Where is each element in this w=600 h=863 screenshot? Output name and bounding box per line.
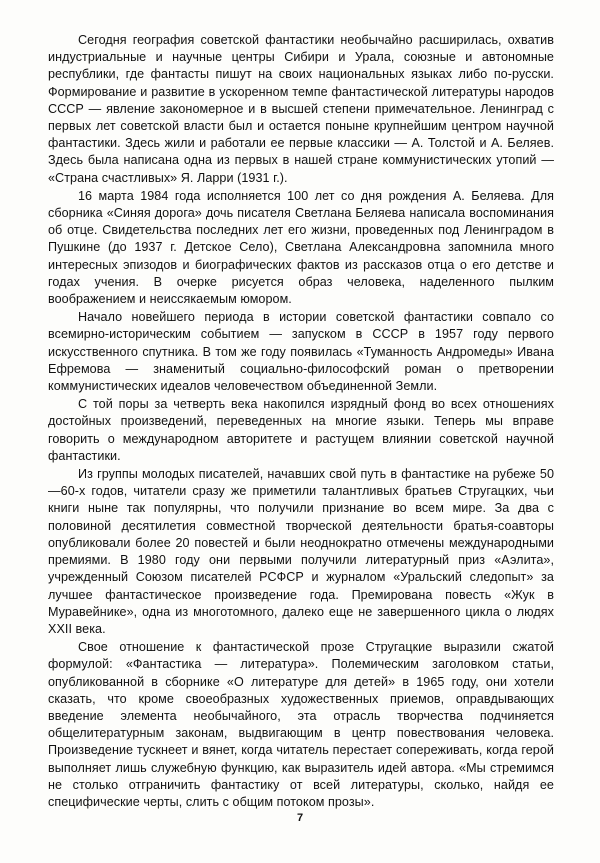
paragraph: Начало новейшего периода в истории советской фантастики совпало со всемирно-историческим событием — запуском в СССР в 1957 году первого искусственного спутника. В том же году появилась «Туманность Андромеды» Ивана Ефремова — знаменитый социально-философский роман о претворении коммунистических идеалов человечеством объединенной Земли. — [48, 310, 554, 394]
paragraph: 16 марта 1984 года исполняется 100 лет со дня рождения А. Беляева. Для сборника «Синяя дорога» дочь писателя Светлана Беляева написала воспоминания об отце. Свидетельства последних лет его жизни, проведенных под Ленинградом в Пушкине (до 1937 г. Детское Село), Светлана Александровна запомнила много интересных эпизодов и биографических фактов из рассказов отца о его детстве и годах учения. В очерке рисуется образ человека, наделенного пылким воображением и неиссякаемым юмором. — [48, 188, 554, 307]
paragraph: Свое отношение к фантастической прозе Стругацкие выразили сжатой формулой: «Фантастика — литература». Полемическим заголовком статьи, опубликованной в сборнике «О литературе для детей» в 1965 году, они хотели сказать, что кроме своеобразных художественных приемов, оправдывающих введение элемента необычайного, эта отрасль творчества подчиняется общелитературным законам, выдвигающим в центр повествования человека. Произведение тускнеет и вянет, когда читатель перестает сопереживать, когда герой выполняет лишь служебную функцию, как выразитель идей автора. «Мы стремимся не столько отграничить фантастику от всей литературы, сколько, найдя ее специфические черты, слить с общим потоком прозы». — [48, 640, 554, 809]
paragraph: С той поры за четверть века накопился изрядный фонд во всех отношениях достойных произведений, переведенных на многие языки. Теперь мы вправе говорить о международном авторитете и растущем влиянии советской научной фантастики. — [48, 397, 554, 463]
paragraph: Сегодня география советской фантастики необычайно расширилась, охватив индустриальные и научные центры Сибири и Урала, союзные и автономные республики, где фантасты пишут на своих национальных языках либо по-русски. Формирование и развитие в ускоренном темпе фантастической литературы народов СССР — явление закономерное и в высшей степени примечательное. Ленинград с первых лет советской власти был и остается поныне крупнейшим центром научной фантастики. Здесь жили и работали ее первые классики — А. Толстой и А. Беляев. Здесь была написана одна из первых в нашей стране коммунистических утопий — «Страна счастливых» Я. Ларри (1931 г.). — [48, 33, 554, 185]
paragraph: Из группы молодых писателей, начавших свой путь в фантастике на рубеже 50—60-х годов, читатели сразу же приметили талантливых братьев Стругацких, чьи книги ныне так популярны, что получили признание во всем мире. За два с половиной десятилетия совместной творческой деятельности братья-соавторы опубликовали более 20 повестей и были неоднократно отмечены международными премиями. В 1980 году они первыми получили литературный приз «Аэлита», учрежденный Союзом писателей РСФСР и журналом «Уральский следопыт» за лучшее фантастическое произведение года. Премирована повесть «Жук в Муравейнике», одна из многотомного, далеко еще не завершенного цикла о людях XXII века. — [48, 467, 554, 636]
body-text — [48, 32, 554, 811]
page-number: 7 — [296, 812, 304, 824]
